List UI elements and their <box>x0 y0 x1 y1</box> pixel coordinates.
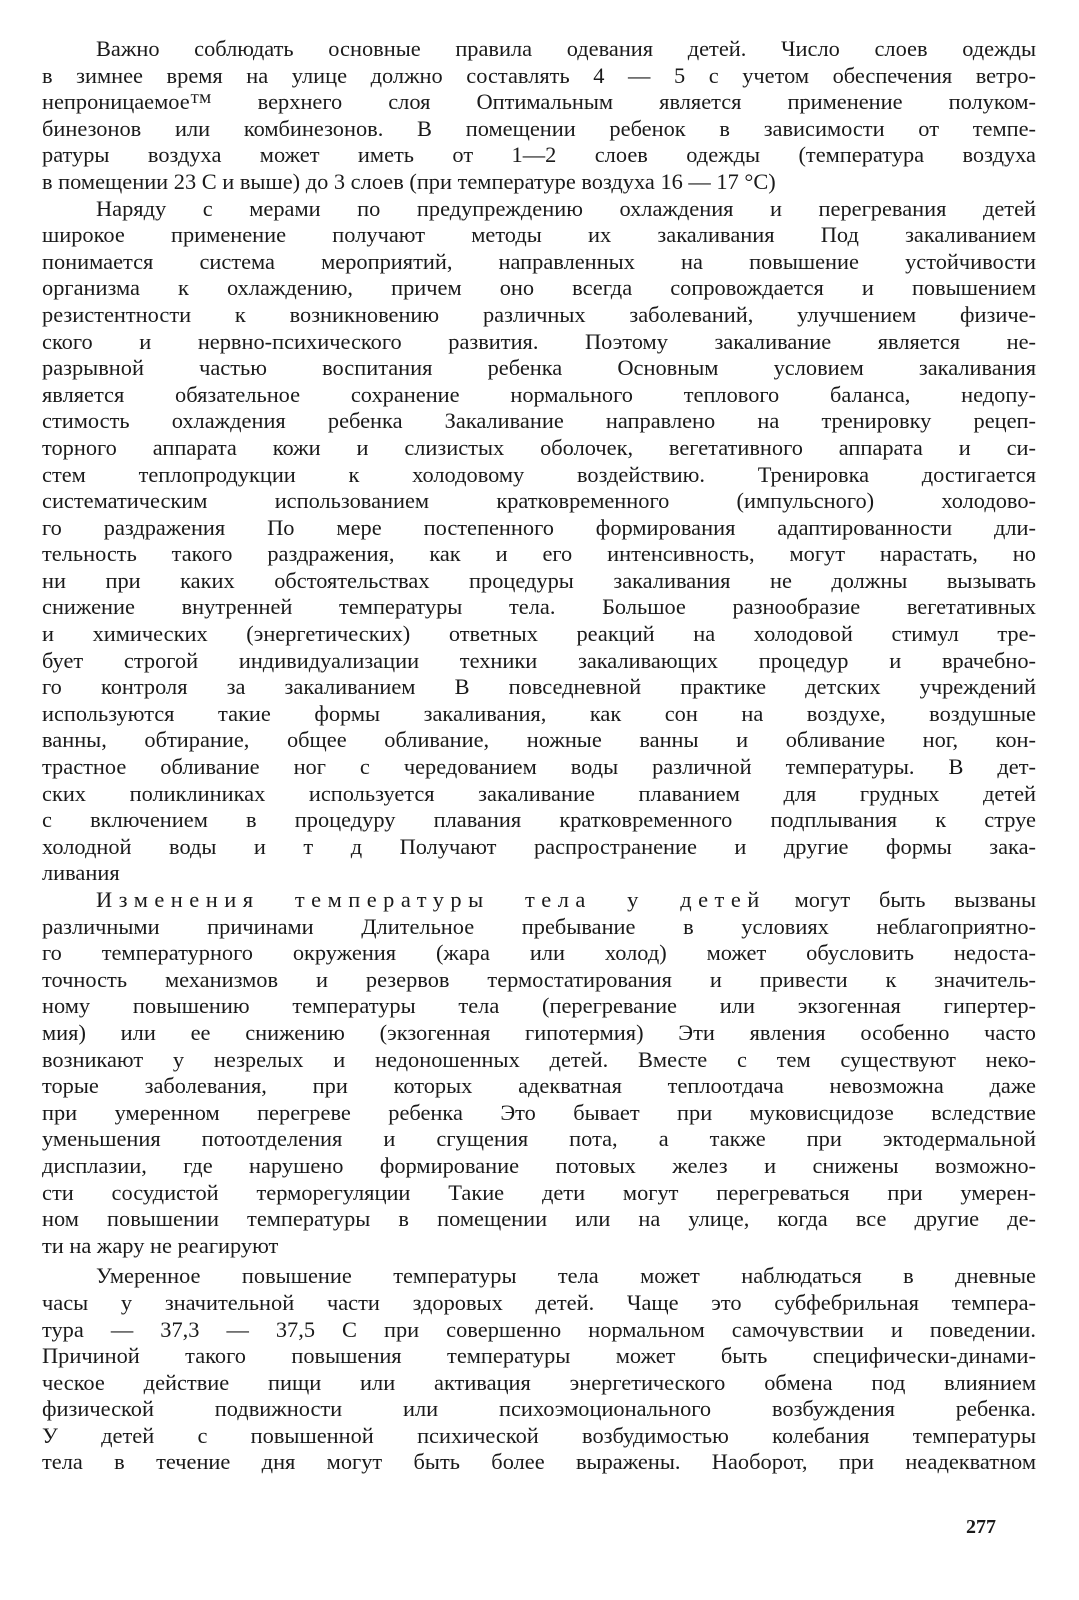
text-line: Умеренное повышение температуры тела может наблюдаться в дневные <box>96 1263 1036 1289</box>
text-line: ни при каких обстоятельствах процедуры закаливания не должны вызывать <box>42 567 1036 593</box>
text-line: при умеренном перегреве ребенка Это бывает при муковисцидозе вследствие <box>42 1099 1036 1125</box>
text-line: тела в течение дня могут быть более выражены. Наоборот, при неадекватном <box>42 1449 1036 1475</box>
text-line: стем теплопродукции к холодовому воздействию. Тренировка достигается <box>42 461 1036 487</box>
text-line: организма к охлаждению, причем оно всегда сопровождается и повышением <box>42 275 1036 301</box>
text-line: ванны, обтирание, общее обливание, ножные ванны и обливание ног, кон- <box>42 727 1036 753</box>
text-line: ского и нервно-психического развития. Поэтому закаливание является не- <box>42 328 1036 354</box>
text-line: и химических (энергетических) ответных реакций на холодовой стимул тре- <box>42 621 1036 647</box>
text-line: физической подвижности или психоэмоционального возбуждения ребенка. <box>42 1396 1036 1422</box>
text-line-rest: могут быть вызваны <box>765 887 1036 912</box>
text-line: разрывной частью воспитания ребенка Основным условием закаливания <box>42 355 1036 381</box>
text-line: го контроля за закаливанием В повседневной практике детских учреждений <box>42 674 1036 700</box>
text-line: в помещении 23 С и выше) до 3 слоев (при температуре воздуха 16 — 17 °С) <box>42 168 776 194</box>
text-line: тура — 37,3 — 37,5 С при совершенно нормальном самочувствии и поведении. <box>42 1316 1036 1342</box>
text-line: ских поликлиниках используется закаливание плаванием для грудных детей <box>42 780 1036 806</box>
text-line: Причиной такого повышения температуры может быть специфически-динами- <box>42 1343 1036 1369</box>
text-line: резистентности к возникновению различных заболеваний, улучшением физиче- <box>42 301 1036 327</box>
text-line: ческое действие пищи или активация энергетического обмена под влиянием <box>42 1369 1036 1395</box>
text-line: Важно соблюдать основные правила одевания детей. Число слоев одежды <box>96 36 1036 61</box>
text-line: Наряду с мерами по предупреждению охлаждения и перегревания детей <box>96 195 1036 221</box>
text-line: используются такие формы закаливания, как сон на воздухе, воздушные <box>42 700 1036 726</box>
text-line: непроницаемое™ верхнего слоя Оптимальным является применение полуком- <box>42 89 1036 115</box>
paragraph-moderate-increase <box>42 1263 1036 1476</box>
text-line: понимается система мероприятий, направленных на повышение устойчивости <box>42 248 1036 274</box>
text-line: широкое применение получают методы их закаливания Под закаливанием <box>42 222 1036 248</box>
text-line: ному повышению температуры тела (перегревание или экзогенная гипертер- <box>42 993 1036 1019</box>
text-line <box>42 887 1036 914</box>
text-line: ратуры воздуха может иметь от 1—2 слоев одежды (температура воздуха <box>42 142 1036 168</box>
text-line: го температурного окружения (жара или холод) может обусловить недоста- <box>42 940 1036 966</box>
text-line: тельность такого раздражения, как и его интенсивность, могут нарастать, но <box>42 541 1036 567</box>
text-line: торые заболевания, при которых адекватная теплоотдача невозможна даже <box>42 1073 1036 1099</box>
text-line: трастное обливание ног с чередованием воды различной температуры. В дет- <box>42 754 1036 780</box>
text-line: стимость охлаждения ребенка Закаливание направлено на тренировку рецеп- <box>42 408 1036 434</box>
text-line: го раздражения По мере постепенного формирования адаптированности дли- <box>42 514 1036 540</box>
text-line: в зимнее время на улице должно составлять 4 — 5 с учетом обеспечения ветро- <box>42 62 1036 88</box>
text-line: ном повышении температуры в помещении или на улице, когда все другие де- <box>42 1206 1036 1232</box>
text-line: с включением в процедуру плавания кратковременного подплывания к струе <box>42 807 1036 833</box>
paragraph-hardening <box>42 196 1036 887</box>
text-line: возникают у незрелых и недоношенных детей. Вместе с тем существуют неко- <box>42 1046 1036 1072</box>
text-line: торного аппарата кожи и слизистых оболочек, вегетативного аппарата и си- <box>42 434 1036 460</box>
text-line: холодной воды и т д Получают распространение и другие формы зака- <box>42 833 1036 859</box>
text-line: бует строгой индивидуализации техники закаливающих процедур и врачебно- <box>42 647 1036 673</box>
paragraph-clothing-rules <box>42 36 1036 196</box>
paragraph-temperature-changes <box>42 887 1036 1259</box>
text-line: сти сосудистой терморегуляции Такие дети могут перегреваться при умерен- <box>42 1179 1036 1205</box>
text-line: точность механизмов и резервов термостатирования и привести к значитель- <box>42 966 1036 992</box>
text-line: различными причинами Длительное пребывание в условиях неблагоприятно- <box>42 913 1036 939</box>
text-line: бинезонов или комбинезонов. В помещении ребенок в зависимости от темпе- <box>42 115 1036 141</box>
book-page-text <box>42 36 1036 1476</box>
text-line: ливания <box>42 860 120 886</box>
text-line: У детей с повышенной психической возбудимостью колебания температуры <box>42 1422 1036 1448</box>
text-line: дисплазии, где нарушено формирование потовых желез и снижены возможно- <box>42 1152 1036 1178</box>
text-line: систематическим использованием кратковременного (импульсного) холодово- <box>42 488 1036 514</box>
text-line: часы у значительной части здоровых детей. Чаще это субфебрильная темпера- <box>42 1289 1036 1315</box>
text-line: уменьшения потоотделения и сгущения пота, а также при эктодермальной <box>42 1126 1036 1152</box>
text-line: мия) или ее снижению (экзогенная гипотермия) Эти явления особенно часто <box>42 1019 1036 1045</box>
text-line: ти на жару не реагируют <box>42 1232 279 1258</box>
page-number: 277 <box>966 1516 996 1538</box>
spaced-lead-phrase: Изменения температуры тела у детей <box>96 887 766 912</box>
text-line: снижение внутренней температуры тела. Большое разнообразие вегетативных <box>42 594 1036 620</box>
text-line: является обязательное сохранение нормального теплового баланса, недопу- <box>42 381 1036 407</box>
